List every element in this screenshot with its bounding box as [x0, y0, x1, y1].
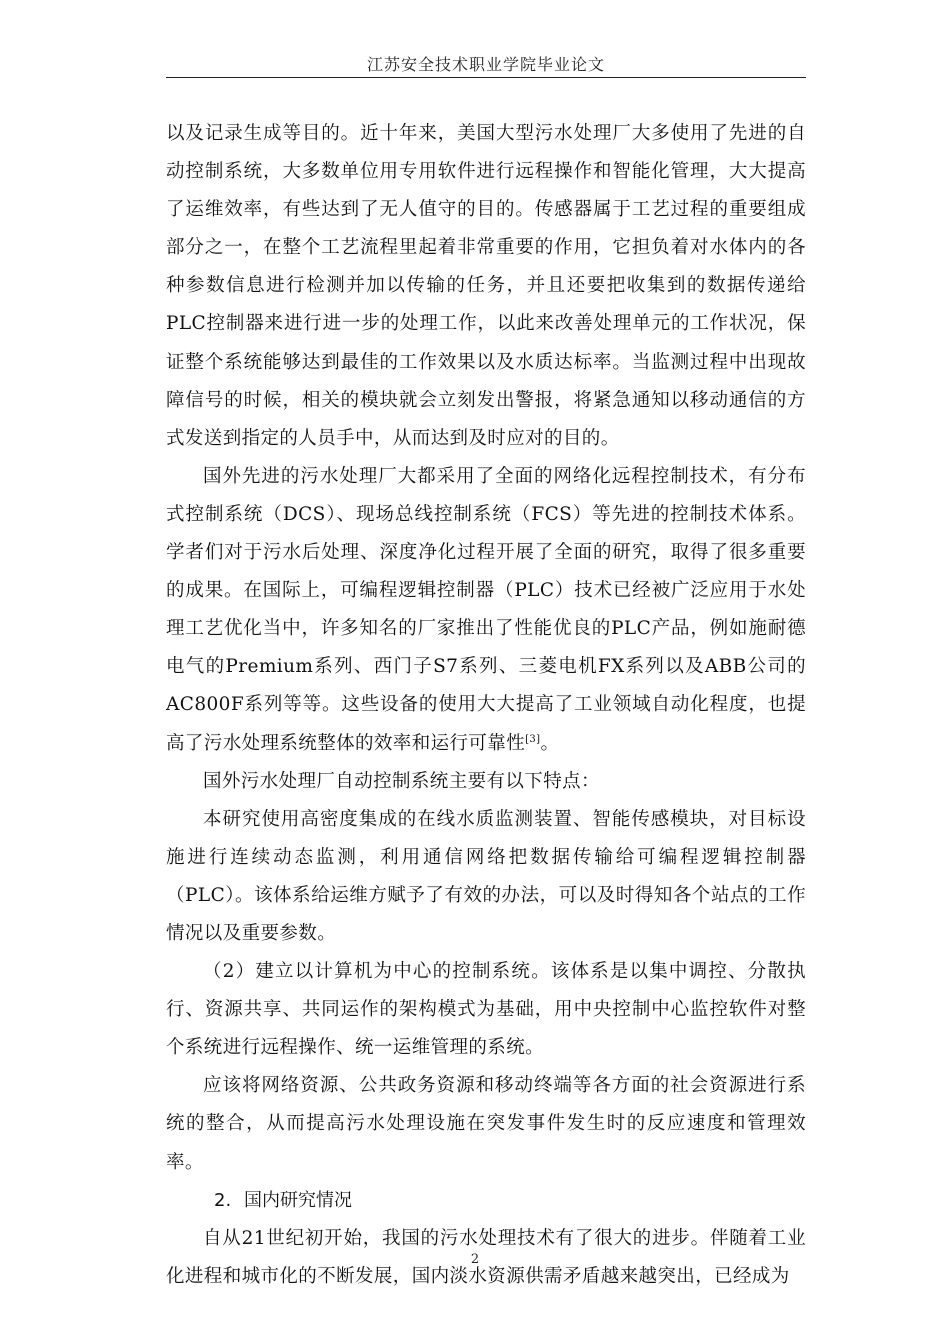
paragraph-resource-integration: 应该将网络资源、公共政务资源和移动终端等各方面的社会资源进行系统的整合，从而提高污水处理设施在突发事件发生时的反应速度和管理效率。	[166, 1075, 806, 1173]
page-header-title: 江苏安全技术职业学院毕业论文	[366, 55, 605, 74]
header-divider	[166, 77, 806, 78]
document-body	[166, 115, 806, 1296]
paragraph-feature-monitoring: 本研究使用高密度集成的在线水质监测装置、智能传感模块，对目标设施进行连续动态监测，利用通信网络把数据传输给可编程逻辑控制器（PLC）。该体系给运维方赋予了有效的办法，可以及时得知各个站点的工作情况以及重要参数。	[166, 808, 806, 944]
paragraph-feature-control-system: （2）建立以计算机为中心的控制系统。该体系是以集中调控、分散执行、资源共享、共同运作的架构模式为基础，用中央控制中心监控软件对整个系统进行远程操作、统一运维管理的系统。	[166, 961, 806, 1059]
paragraph-end: 。	[540, 732, 560, 754]
paragraph-text: 国外先进的污水处理厂大都采用了全面的网络化远程控制技术，有分布式控制系统（DCS）、现场总线控制系统（FCS）等先进的控制技术体系。学者们对于污水后处理、深度净化过程开展了全面的研究，取得了很多重要的成果。在国际上，可编程逻辑控制器（PLC）技术已经被广泛应用于水处理工艺优化当中，许多知名的厂家推出了性能优良的PLC产品，例如施耐德电气的Premium系列、西门子S7系列、三菱电机FX系列以及ABB公司的AC800F系列等等。这些设备的使用大大提高了工业领域自动化程度，也提高了污水处理系统整体的效率和运行可靠性	[166, 465, 806, 754]
section-heading-number: 2.	[214, 1189, 232, 1211]
paragraph-features-intro: 国外污水处理厂自动控制系统主要有以下特点：	[203, 770, 600, 792]
section-heading-text: 国内研究情况	[244, 1189, 352, 1211]
paragraph-foreign-control-tech	[166, 458, 806, 763]
page-number: 2	[470, 1252, 480, 1267]
paragraph-us-automation: 以及记录生成等目的。近十年来，美国大型污水处理厂大多使用了先进的自动控制系统，大多数单位用专用软件进行远程操作和智能化管理，大大提高了运维效率，有些达到了无人值守的目的。传感器属于工艺过程的重要组成部分之一，在整个工艺流程里起着非常重要的作用，它担负着对水体内的各种参数信息进行检测并加以传输的任务，并且还要把收集到的数据传递给PLC控制器来进行进一步的处理工作，以此来改善处理单元的工作状况，保证整个系统能够达到最佳的工作效果以及水质达标率。当监测过程中出现故障信号的时候，相关的模块就会立刻发出警报，将紧急通知以移动通信的方式发送到指定的人员手中，从而达到及时应对的目的。	[166, 123, 806, 449]
paragraph-domestic-progress: 自从21世纪初开始，我国的污水处理技术有了很大的进步。伴随着工业化进程和城市化的不断发展，国内淡水资源供需矛盾越来越突出，已经成为	[166, 1227, 806, 1287]
citation-reference: [3]	[525, 733, 541, 745]
section-heading	[166, 1182, 806, 1220]
